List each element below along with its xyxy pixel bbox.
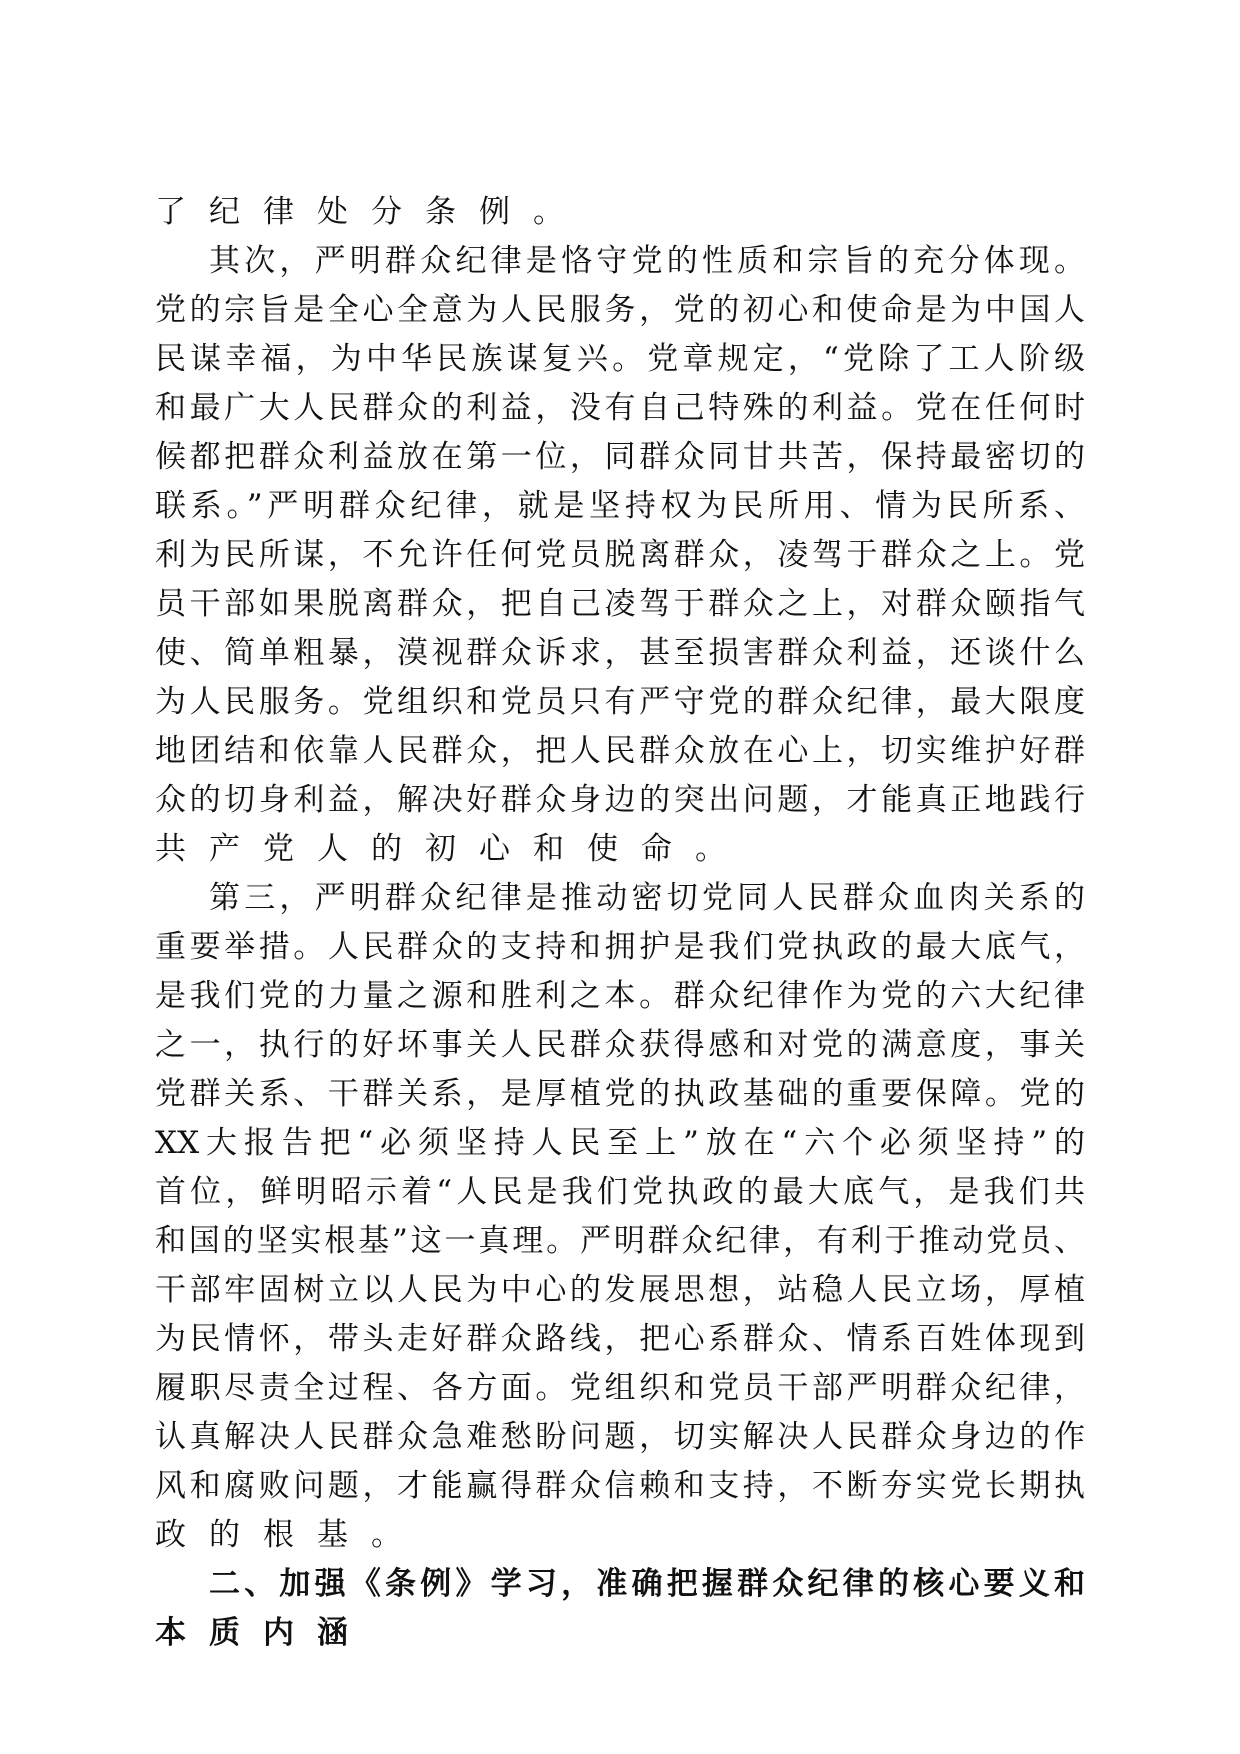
text-line: 履职尽责全过程、各方面。党组织和党员干部严明群众纪律， — [155, 1370, 1085, 1406]
text-line: 干部牢固树立以人民为中心的发展思想，站稳人民立场，厚植 — [155, 1272, 1085, 1308]
text-line: 候都把群众利益放在第一位，同群众同甘共苦，保持最密切的 — [155, 439, 1085, 475]
text-line: 为民情怀，带头走好群众路线，把心系群众、情系百姓体现到 — [155, 1321, 1085, 1357]
paragraph — [155, 874, 1085, 1560]
text-line: 地团结和依靠人民群众，把人民群众放在心上，切实维护好群 — [155, 733, 1085, 769]
paragraph — [155, 188, 1085, 237]
text-line: 利为民所谋，不允许任何党员脱离群众，凌驾于群众之上。党 — [155, 537, 1085, 573]
paragraph — [155, 237, 1085, 874]
text-line: 和最广大人民群众的利益，没有自己特殊的利益。党在任何时 — [155, 390, 1085, 426]
text-line: 民谋幸福，为中华民族谋复兴。党章规定，“党除了工人阶级 — [155, 341, 1085, 377]
text-line: 重要举措。人民群众的支持和拥护是我们党执政的最大底气， — [155, 929, 1085, 965]
text-line: 认真解决人民群众急难愁盼问题，切实解决人民群众身边的作 — [155, 1419, 1085, 1455]
text-line: XX大报告把“必须坚持人民至上”放在“六个必须坚持”的 — [155, 1125, 1085, 1161]
text-line: 党群关系、干群关系，是厚植党的执政基础的重要保障。党的 — [155, 1076, 1085, 1112]
text-line: 党的宗旨是全心全意为人民服务，党的初心和使命是为中国人 — [155, 292, 1085, 328]
text-line: 和国的坚实根基”这一真理。严明群众纪律，有利于推动党员、 — [155, 1223, 1085, 1259]
text-line: 第三，严明群众纪律是推动密切党同人民群众血肉关系的 — [209, 880, 1085, 916]
text-line: 首位，鲜明昭示着“人民是我们党执政的最大底气，是我们共 — [155, 1174, 1085, 1210]
text-line: 其次，严明群众纪律是恪守党的性质和宗旨的充分体现。 — [209, 243, 1085, 279]
text-line: 联系。”严明群众纪律，就是坚持权为民所用、情为民所系、 — [155, 488, 1085, 524]
document-body — [155, 188, 1085, 1658]
text-line: 本质内涵 — [155, 1615, 371, 1651]
text-line: 二、加强《条例》学习，准确把握群众纪律的核心要义和 — [209, 1566, 1085, 1602]
text-line: 共产党人的初心和使命。 — [155, 831, 749, 867]
text-line: 是我们党的力量之源和胜利之本。群众纪律作为党的六大纪律 — [155, 978, 1085, 1014]
text-line: 为人民服务。党组织和党员只有严守党的群众纪律，最大限度 — [155, 684, 1085, 720]
text-line: 了纪律处分条例。 — [155, 194, 587, 230]
section-heading — [155, 1560, 1085, 1658]
text-line: 风和腐败问题，才能赢得群众信赖和支持，不断夯实党长期执 — [155, 1468, 1085, 1504]
text-line: 使、简单粗暴，漠视群众诉求，甚至损害群众利益，还谈什么 — [155, 635, 1085, 671]
text-line: 员干部如果脱离群众，把自己凌驾于群众之上，对群众颐指气 — [155, 586, 1085, 622]
text-line: 政的根基。 — [155, 1517, 425, 1553]
text-line: 之一，执行的好坏事关人民群众获得感和对党的满意度，事关 — [155, 1027, 1085, 1063]
text-line: 众的切身利益，解决好群众身边的突出问题，才能真正地践行 — [155, 782, 1085, 818]
